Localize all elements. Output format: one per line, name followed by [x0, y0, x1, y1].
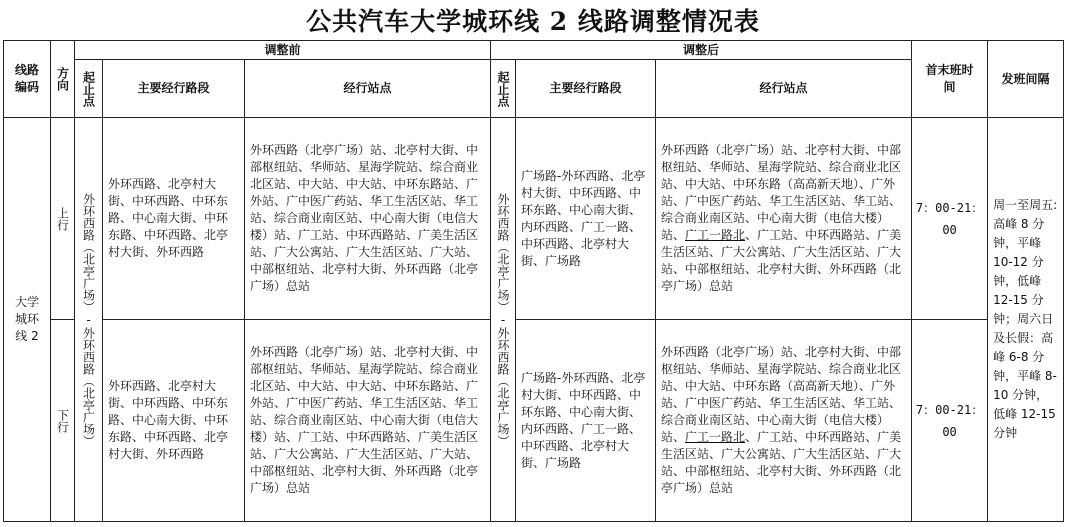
- highlight-station: 广工一路北: [685, 430, 746, 444]
- after-stations-cell: 外环西路（北亭广场）站、北亭村大街、中部枢纽站、华师站、星海学院站、综合商业北区站、中大站、中环东路（高高新天地）、广外站、广中医广药站、华工生活区站、华工站、综合商业南区站、中心南大街（电信大楼）站、广工一路北、广工站、中环西路站、广美生活区站、广大公寓站、广大生活区站、广大站、中部枢纽站、北亭村大街、外环西路（北亭广场）总站: [656, 320, 912, 522]
- after-segment-cell: 广场路-外环西路、北亭村大街、中环西路、中环东路、中心南大街、内环西路、广工一路、中环西路、北亭村大街、广场路: [516, 320, 656, 522]
- after-segment-cell: 广场路-外环西路、北亭村大街、中环西路、中环东路、中心南大街、内环西路、广工一路、中环西路、北亭村大街、广场路: [516, 118, 656, 320]
- header-stations-before: 经行站点: [245, 60, 491, 118]
- time-cell: 7：00-21：00: [912, 320, 988, 522]
- header-direction: 方向: [51, 41, 75, 118]
- before-stations-cell: 外环西路（北亭广场）站、北亭村大街、中部枢纽站、华师站、星海学院站、综合商业北区站、中大站、中大站、中环东路站、广外站、广中医广药站、华工生活区站、华工站、综合商业南区站、中心南大街（电信大楼）站、广工站、中环西路站、广美生活区站、广大公寓站、广大生活区站、广大站、中部枢纽站、北亭村大街、外环西路（北亭广场）总站: [245, 118, 491, 320]
- header-main-segment-after: 主要经行路段: [516, 60, 656, 118]
- header-line-code: 线路编码: [4, 41, 51, 118]
- endpoints-after-cell: 外环西路（北亭广场）-外环西路（北亭广场）: [491, 118, 516, 522]
- header-before: 调整前: [75, 41, 491, 60]
- page-title: 公共汽车大学城环线 2 线路调整情况表: [306, 7, 760, 36]
- direction-cell: 下行: [51, 320, 75, 522]
- after-stations-cell: 外环西路（北亭广场）站、北亭村大街、中部枢纽站、华师站、星海学院站、综合商业北区站、中大站、中环东路（高高新天地）、广外站、广中医广药站、华工生活区站、华工站、综合商业南区站、中心南大街（电信大楼）站、广工一路北、广工站、中环西路站、广美生活区站、广大公寓站、广大生活区站、广大站、中部枢纽站、北亭村大街、外环西路（北亭广场）总站: [656, 118, 912, 320]
- table-row: [4, 320, 1064, 522]
- header-after: 调整后: [491, 41, 912, 60]
- interval-cell: 周一至周五:高峰 8 分钟，平峰 10-12 分钟，低峰 12-15 分钟；周六日及长假：高峰 6-8 分钟，平峰 8-10 分钟，低峰 12-15 分钟: [988, 118, 1064, 522]
- header-stations-after: 经行站点: [656, 60, 912, 118]
- header-endpoints-after: 起止点: [491, 60, 516, 118]
- header-endpoints-before: 起止点: [75, 60, 103, 118]
- header-first-last: 首末班时间: [912, 41, 988, 118]
- endpoints-before-cell: 外环西路（北亭广场）-外环西路（北亭广场）: [75, 118, 103, 522]
- before-stations-cell: 外环西路（北亭广场）站、北亭村大街、中部枢纽站、华师站、星海学院站、综合商业北区站、中大站、中大站、中环东路站、广外站、广中医广药站、华工生活区站、华工站、综合商业南区站、中心南大街（电信大楼）站、广工站、中环西路站、广美生活区站、广大公寓站、广大生活区站、广大站、中部枢纽站、北亭村大街、外环西路（北亭广场）总站: [245, 320, 491, 522]
- line-code-cell: 大学城环线 2: [4, 118, 51, 522]
- header-main-segment-before: 主要经行路段: [103, 60, 245, 118]
- header-interval: 发班间隔: [988, 41, 1064, 118]
- table-row: [4, 118, 1064, 320]
- direction-cell: 上行: [51, 118, 75, 320]
- before-segment-cell: 外环西路、北亭村大街、中环西路、中环东路、中心南大街、中环东路、中环西路、北亭村大街、外环西路: [103, 320, 245, 522]
- before-segment-cell: 外环西路、北亭村大街、中环西路、中环东路、中心南大街、中环东路、中环西路、北亭村大街、外环西路: [103, 118, 245, 320]
- time-cell: 7：00-21：00: [912, 118, 988, 320]
- route-adjustment-table: [3, 40, 1064, 522]
- highlight-station: 广工一路北: [685, 228, 746, 242]
